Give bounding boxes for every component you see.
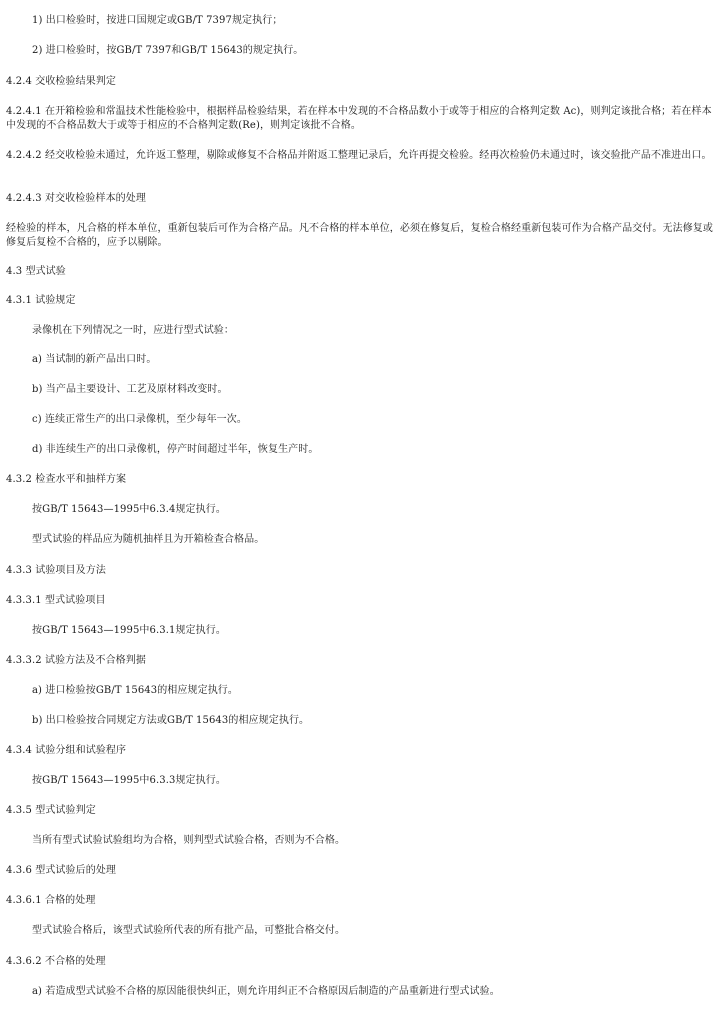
item-b-design-change: b) 当产品主要设计、工艺及原材料改变时。 [32, 384, 228, 395]
heading-4-3-5: 4.3.5 型式试验判定 [6, 805, 96, 816]
heading-4-3-2: 4.3.2 检查水平和抽样方案 [6, 474, 127, 485]
para-4-2-4-1: 4.2.4.1 在开箱检验和常温技术性能检验中，根据样品检验结果，若在样本中发现的不合格品数小于或等于相应的合格判定数 Ac)，则判定该批合格；若在样本中发现的不合格品数大于或等于相应的不合格判定数(Re)，则判定该批不合格。 [6, 106, 712, 131]
item-test-items-rule: 按GB/T 15643—1995中6.3.1规定执行。 [32, 625, 226, 636]
item-c-annual: c) 连续正常生产的出口录像机，至少每年一次。 [32, 414, 247, 425]
item-d-resume-production: d) 非连续生产的出口录像机，停产时间超过半年，恢复生产时。 [32, 444, 319, 455]
heading-4-3-3-2: 4.3.3.2 试验方法及不合格判据 [6, 655, 146, 666]
item-a-retest: a) 若造成型式试验不合格的原因能很快纠正，则允许用纠正不合格原因后制造的产品重新进行型式试验。 [32, 986, 500, 997]
heading-4-3-4: 4.3.4 试验分组和试验程序 [6, 745, 127, 756]
item-judgement-rule: 当所有型式试验试验组均为合格，则判型式试验合格，否则为不合格。 [32, 835, 346, 846]
heading-4-3-6-2: 4.3.6.2 不合格的处理 [6, 956, 106, 967]
heading-4-2-4: 4.2.4 交收检验结果判定 [6, 76, 117, 87]
item-sample-requirement: 型式试验的样品应为随机抽样且为开箱检查合格品。 [32, 534, 265, 545]
item-type-test-conditions: 录像机在下列情况之一时，应进行型式试验： [32, 325, 234, 336]
heading-4-3-1: 4.3.1 试验规定 [6, 295, 76, 306]
item-a-new-product: a) 当试制的新产品出口时。 [32, 354, 157, 365]
item-grouping-rule: 按GB/T 15643—1995中6.3.3规定执行。 [32, 775, 226, 786]
heading-4-3-3-1: 4.3.3.1 型式试验项目 [6, 595, 106, 606]
heading-4-3: 4.3 型式试验 [6, 266, 66, 277]
item-sampling-rule: 按GB/T 15643—1995中6.3.4规定执行。 [32, 504, 226, 515]
item-2-import-inspection: 2) 进口检验时，按GB/T 7397和GB/T 15643的规定执行。 [32, 45, 304, 56]
heading-4-3-6: 4.3.6 型式试验后的处理 [6, 865, 117, 876]
heading-4-2-4-3: 4.2.4.3 对交收检验样本的处理 [6, 193, 146, 204]
item-pass-handling: 型式试验合格后，该型式试验所代表的所有批产品，可整批合格交付。 [32, 925, 346, 936]
heading-4-3-6-1: 4.3.6.1 合格的处理 [6, 895, 96, 906]
para-4-2-4-2: 4.2.4.2 经交收检验未通过，允许返工整理，剔除或修复不合格品并附返工整理记录后，允许再提交检验。经再次检验仍未通过时，该交验批产品不准进出口。 [6, 150, 712, 161]
item-1-export-inspection: 1) 出口检验时，按进口国规定或GB/T 7397规定执行； [32, 15, 283, 26]
item-a-import-method: a) 进口检验按GB/T 15643的相应规定执行。 [32, 685, 239, 696]
heading-4-3-3: 4.3.3 试验项目及方法 [6, 565, 106, 576]
para-sample-handling: 经检验的样本，凡合格的样本单位，重新包装后可作为合格产品。凡不合格的样本单位，必须在修复后，复检合格经重新包装可作为合格产品交付。无法修复或修复后复检不合格的，应予以剔除。 [6, 223, 713, 248]
item-b-export-method: b) 出口检验按合同规定方法或GB/T 15643的相应规定执行。 [32, 715, 310, 726]
